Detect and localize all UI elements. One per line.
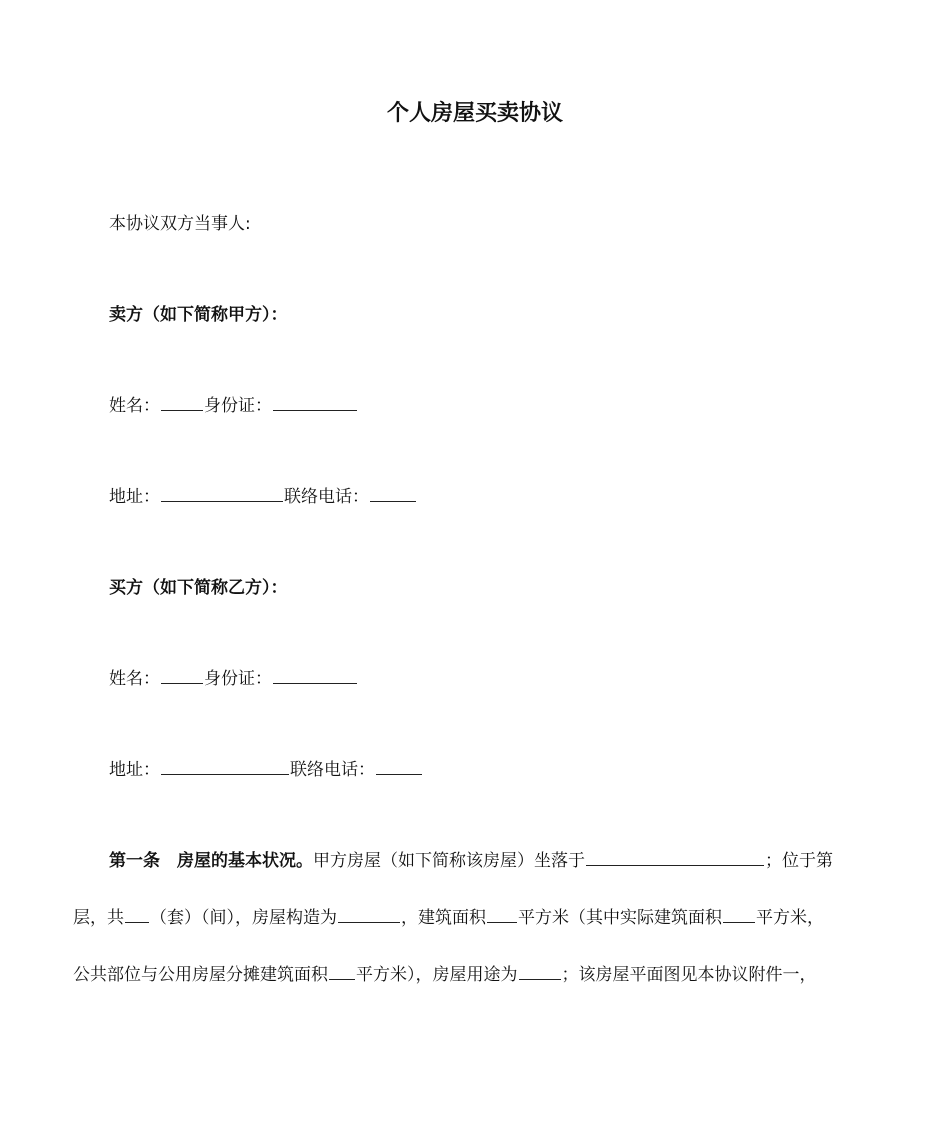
seller-address-phone-line xyxy=(109,482,417,507)
area-blank[interactable] xyxy=(487,905,517,923)
buyer-address-phone-line xyxy=(109,755,423,780)
article1-text: 平方米（其中实际建筑面积 xyxy=(518,908,722,928)
article1-text: 平方米， xyxy=(756,908,824,928)
buyer-id-label: 身份证： xyxy=(204,669,272,689)
buyer-heading: 买方（如下简称乙方）： xyxy=(109,578,288,598)
article1-line1 xyxy=(109,846,833,871)
buyer-phone-blank[interactable] xyxy=(376,757,422,775)
article1-heading: 第一条 房屋的基本状况。 xyxy=(109,851,313,871)
article1-text: ；位于第 xyxy=(765,851,833,871)
buyer-name-blank[interactable] xyxy=(161,666,203,684)
shared-area-blank[interactable] xyxy=(329,962,355,980)
article1-text: 公共部位与公用房屋分摊建筑面积 xyxy=(73,965,328,985)
usage-blank[interactable] xyxy=(519,962,561,980)
seller-address-label: 地址： xyxy=(109,487,160,507)
seller-phone-blank[interactable] xyxy=(370,484,416,502)
buyer-address-blank[interactable] xyxy=(161,757,289,775)
seller-name-label: 姓名： xyxy=(109,396,160,416)
seller-id-label: 身份证： xyxy=(204,396,272,416)
seller-address-blank[interactable] xyxy=(161,484,283,502)
article1-line2 xyxy=(73,903,824,928)
article1-text: （套）（间），房屋构造为 xyxy=(150,908,337,928)
buyer-phone-label: 联络电话： xyxy=(290,760,375,780)
floor-blank[interactable] xyxy=(125,905,149,923)
seller-name-id-line xyxy=(109,391,358,416)
article1-text: 甲方房屋（如下简称该房屋）坐落于 xyxy=(313,851,585,871)
seller-phone-label: 联络电话： xyxy=(284,487,369,507)
structure-blank[interactable] xyxy=(338,905,400,923)
article1-line3 xyxy=(73,960,817,985)
buyer-address-label: 地址： xyxy=(109,760,160,780)
buyer-name-id-line xyxy=(109,664,358,689)
article1-text: ；该房屋平面图见本协议附件一， xyxy=(561,965,817,985)
intro-line: 本协议双方当事人: xyxy=(109,214,251,234)
document-title: 个人房屋买卖协议 xyxy=(386,101,563,126)
article1-text: ，建筑面积 xyxy=(401,908,486,928)
location-blank[interactable] xyxy=(586,848,764,866)
seller-heading: 卖方（如下简称甲方）： xyxy=(109,305,288,325)
buyer-id-blank[interactable] xyxy=(273,666,357,684)
article1-text: 平方米），房屋用途为 xyxy=(356,965,518,985)
seller-id-blank[interactable] xyxy=(273,393,357,411)
actual-area-blank[interactable] xyxy=(723,905,755,923)
buyer-name-label: 姓名： xyxy=(109,669,160,689)
seller-name-blank[interactable] xyxy=(161,393,203,411)
article1-text: 层，共 xyxy=(73,908,124,928)
